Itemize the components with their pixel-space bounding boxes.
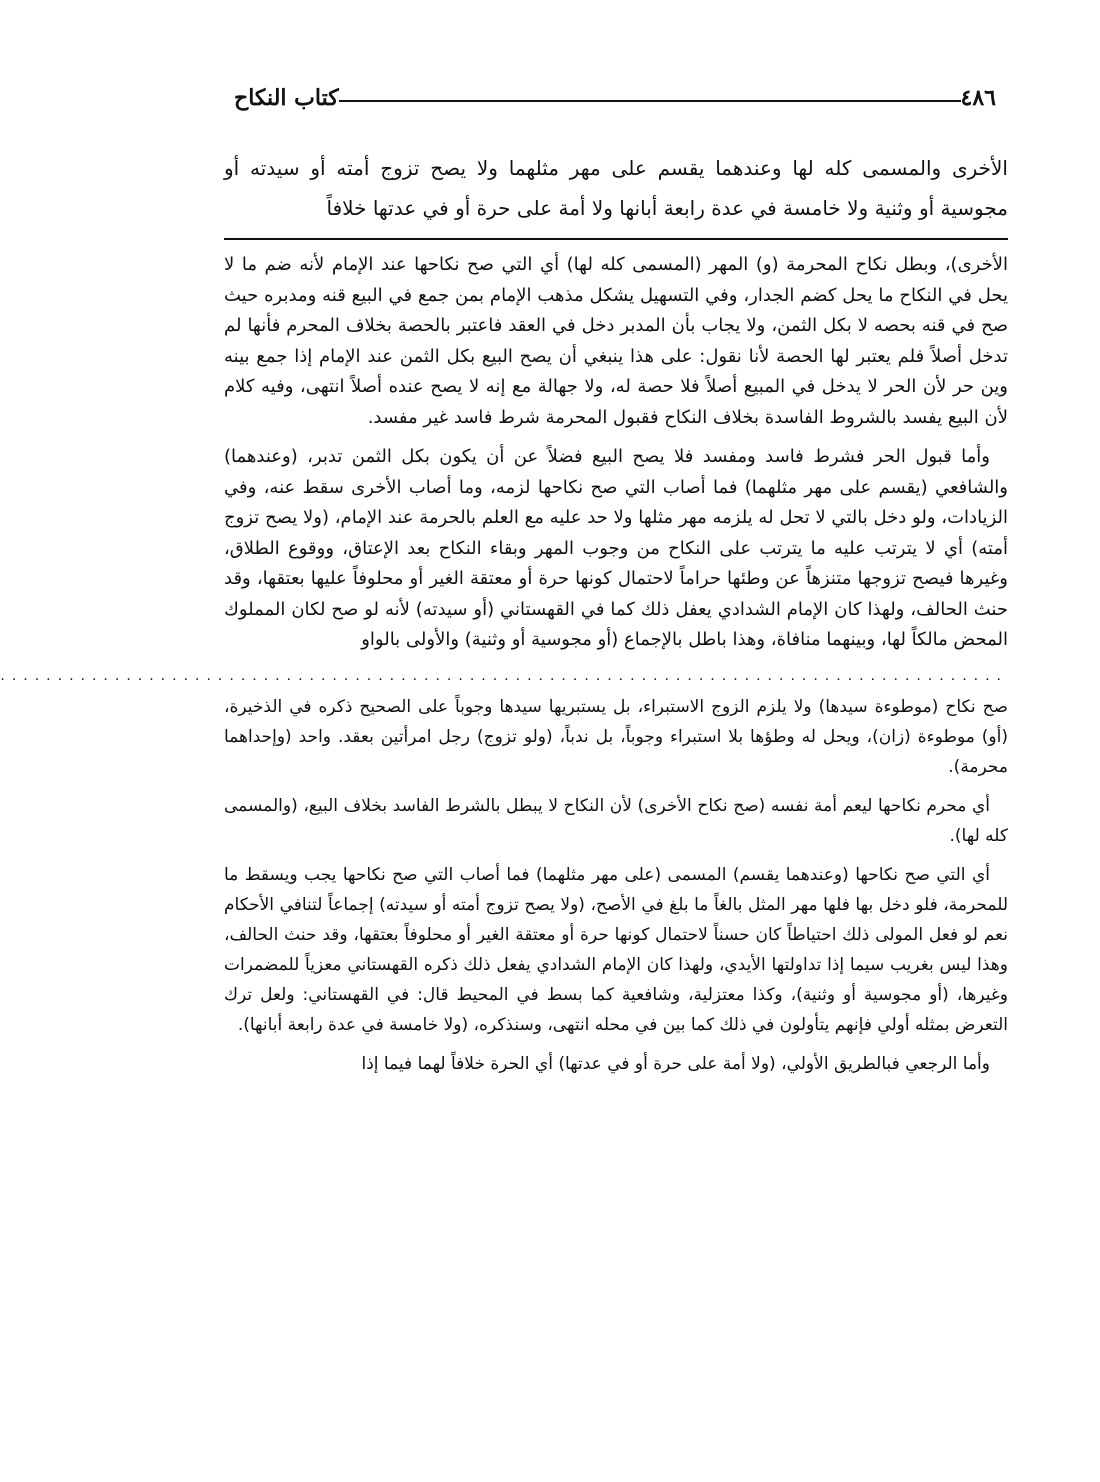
commentary-block (224, 250, 1008, 656)
footnote-paragraph: أي التي صح نكاحها (وعندهما يقسم) المسمى (على مهر مثلهما) فما أصاب التي صح نكاحها يجب ويسقط ما للمحرمة، فلو دخل بها فلها مهر المثل بالغاً ما بلغ في الأصح، (ولا يصح تزوج أمته أو سيدته) إجماعاً لتنافي الأحكام نعم لو فعل المولى ذلك احتياطاً كان حسناً لاحتمال كونها حرة أو معتقة الغير أو محلوفاً بعتقها، وقد حنث الحالف، وهذا ليس بغريب سيما إذا تداولتها الأيدي، ولهذا كان الإمام الشدادي يفعل ذلك ذكره القهستاني معزياً للمضمرات وغيرها، (أو مجوسية أو وثنية)، وكذا معتزلية، وشافعية كما بسط في المحيط قال: في القهستاني: ولعل ترك التعرض بمثله أولي فإنهم يتأولون في ذلك كما بين في محله انتهى، وسنذكره، (ولا خامسة في عدة رابعة أبانها). (224, 864, 1008, 1035)
page-number: ٤٨٦ (960, 85, 996, 111)
footnote-separator-dots: ........................................................................................ (0, 667, 1008, 684)
commentary-paragraph: الأخرى)، وبطل نكاح المحرمة (و) المهر (المسمى كله لها) أي التي صح نكاحها عند الإمام لأنه ضم ما لا يحل في النكاح ما يحل كضم الجدار، وفي التسهيل يشكل مذهب الإمام بمن جمع في البيع قنه ومدبره حيث صح في قنه بحصه لا بكل الثمن، ولا يجاب بأن المدبر دخل في العقد فاعتبر بالحصة بخلاف المحرم فأنها لم تدخل أصلاً فلم يعتبر لها الحصة لأنا نقول: على هذا ينبغي أن يصح البيع بكل الثمن عند الإمام إذا جمع بينه وين حر لأن الحر لا يدخل في المبيع أصلاً فلا حصة له، ولا جهالة مع إنه لا يصح عنده أصلاً انتهى، وفيه كلام لأن البيع يفسد بالشروط الفاسدة بخلاف النكاح فقبول المحرمة شرط فاسد غير مفسد. (224, 254, 1008, 428)
footnote-paragraph: وأما الرجعي فبالطريق الأولي، (ولا أمة على حرة أو في عدتها) أي الحرة خلافاً لهما فيما إذا (361, 1053, 990, 1074)
matn-text: الأخرى والمسمى كله لها وعندهما يقسم على مهر مثلهما ولا يصح تزوج أمته أو سيدته أو مجوسية أو وثنية ولا خامسة في عدة رابعة أبانها ولا أمة على حرة أو في عدتها خلافاً (224, 156, 1008, 220)
commentary-paragraph: وأما قبول الحر فشرط فاسد ومفسد فلا يصح البيع فضلاً عن أن يكون بكل الثمن تدبر، (وعندهما) والشافعي (يقسم على مهر مثلهما) فما أصاب التي صح نكاحها لزمه، وما أصاب الأخرى سقط عنه، وفي الزيادات، ولو دخل بالتي لا تحل له يلزمه مهر مثلها ولا حد عليه مع العلم بالحرمة عند الإمام، (ولا يصح تزوج أمته) أي لا يترتب عليه ما يترتب على النكاح من وجوب المهر وبقاء النكاح بعد الإعتاق، ووقوع الطلاق، وغيرها فيصح تزوجها متنزهاً عن وطئها حراماً لاحتمال كونها حرة أو معتقة الغير أو محلوفاً عليها بعتقها، وقد حنث الحالف، ولهذا كان الإمام الشدادي يعفل ذلك كما في القهستاني (أو سيدته) لأنه لو صح لكان المملوك المحض مالكاً لها، وبينهما منافاة، وهذا باطل بالإجماع (أو مجوسية أو وثنية) والأولى بالواو (224, 446, 1008, 650)
footnote-paragraph: صح نكاح (موطوءة سيدها) ولا يلزم الزوج الاستبراء، بل يستبريها سيدها وجوباً على الصحيح ذكره في الذخيرة، (أو) موطوءة (زان)، ويحل له وطؤها بلا استبراء وجوباً، بل ندباً، (ولو تزوج) رجل امرأتين بعقد. واحد (وإحداهما محرمة). (224, 696, 1008, 777)
book-page (0, 78, 1008, 1468)
header-rule (339, 100, 961, 102)
page-header (224, 78, 1008, 118)
matn-separator-rule (224, 238, 1008, 240)
footnote-paragraph: أي محرم نكاحها ليعم أمة نفسه (صح نكاح الأخرى) لأن النكاح لا يبطل بالشرط الفاسد بخلاف البيع، (والمسمى كله لها). (224, 795, 1008, 846)
footnotes-block (224, 692, 1008, 1079)
running-title: كتاب النكاح (234, 85, 339, 111)
